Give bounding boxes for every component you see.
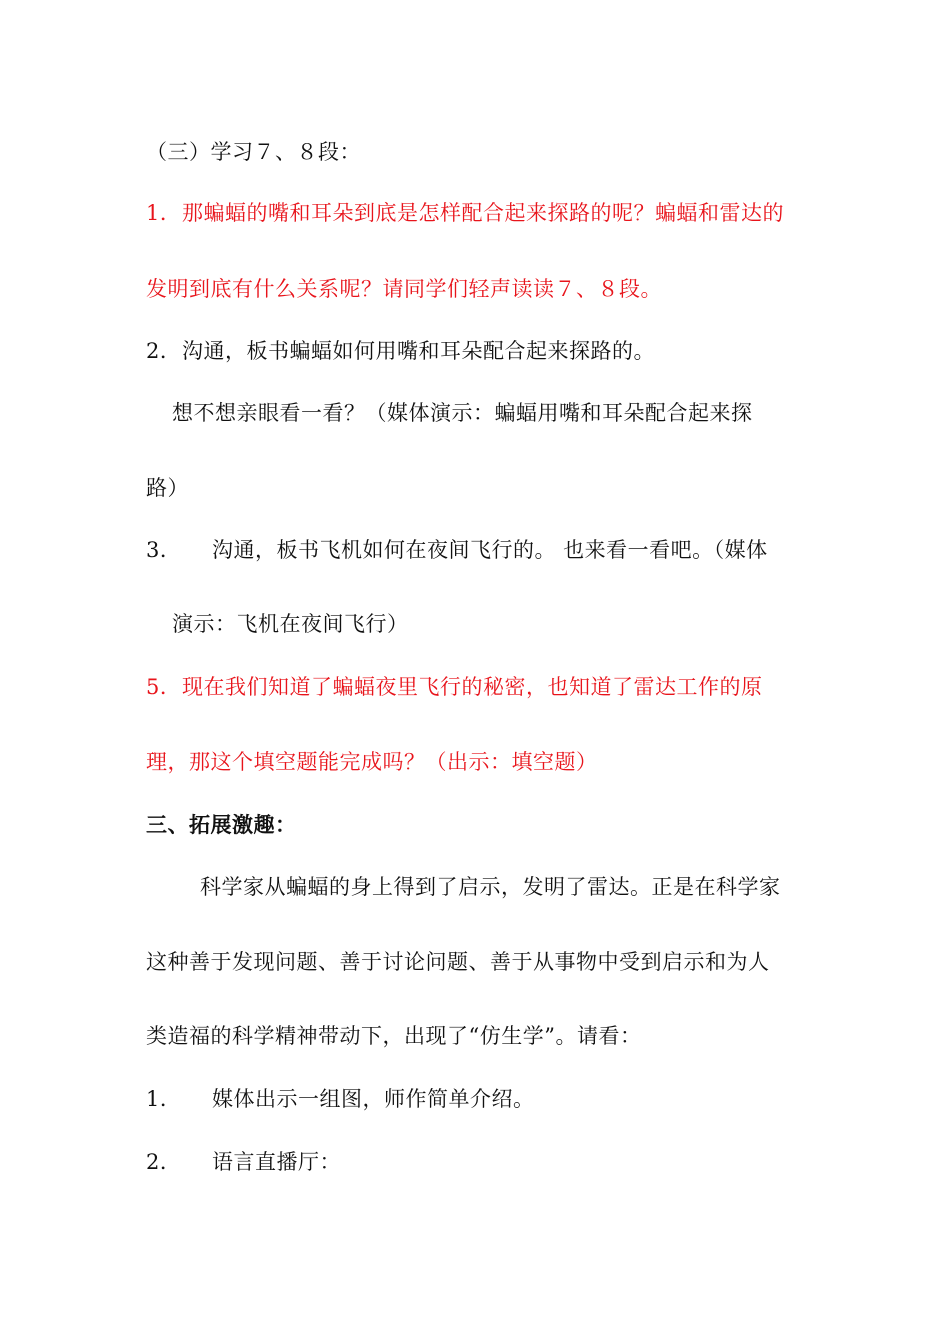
- part-3-heading: 三、拓展激趣：: [146, 813, 297, 837]
- paragraph-line-2: 这种善于发现问题、善于讨论问题、善于从事物中受到启示和为人: [146, 950, 770, 974]
- item-5-line-1: [146, 673, 763, 701]
- item-2-line-1: [146, 337, 655, 365]
- list-item-number: 2．: [146, 1150, 182, 1174]
- item-1-text-1: 那蝙蝠的嘴和耳朵到底是怎样配合起来探路的呢？蝙蝠和雷达的: [182, 201, 784, 225]
- item-3-line-2: 演示：飞机在夜间飞行）: [172, 612, 409, 636]
- list-item-text: 语言直播厅：: [212, 1150, 341, 1174]
- item-2-text-1: 沟通，板书蝙蝠如何用嘴和耳朵配合起来探路的。: [182, 339, 655, 363]
- section-heading: （三）学习７、８段：: [146, 140, 361, 164]
- item-5-line-2: 理，那这个填空题能完成吗？（出示：填空题）: [146, 750, 598, 774]
- item-3-number: 3．: [146, 538, 182, 562]
- paragraph-line-1: 科学家从蝙蝠的身上得到了启示，发明了雷达。正是在科学家: [200, 875, 781, 899]
- item-3-line-1: [146, 536, 768, 564]
- paragraph-line-3: 类造福的科学精神带动下，出现了“仿生学”。请看：: [146, 1024, 642, 1048]
- item-1-line-2: 发明到底有什么关系呢？请同学们轻声读读７、８段。: [146, 277, 662, 301]
- item-5-number: 5．: [146, 675, 182, 699]
- item-2-line-2: 想不想亲眼看一看？（媒体演示：蝙蝠用嘴和耳朵配合起来探: [172, 401, 753, 425]
- list-item-text: 媒体出示一组图，师作简单介绍。: [212, 1087, 535, 1111]
- item-1-line-1: [146, 199, 784, 227]
- list-item-number: 1．: [146, 1087, 182, 1111]
- item-3-text-1: 沟通，板书飞机如何在夜间飞行的。 也来看一看吧。（媒体: [212, 538, 768, 562]
- item-2-number: 2．: [146, 339, 182, 363]
- item-1-number: 1．: [146, 201, 182, 225]
- list-item: [146, 1148, 341, 1176]
- item-5-text-1: 现在我们知道了蝙蝠夜里飞行的秘密，也知道了雷达工作的原: [182, 675, 763, 699]
- item-2-line-3: 路）: [146, 476, 189, 500]
- list-item: [146, 1085, 535, 1113]
